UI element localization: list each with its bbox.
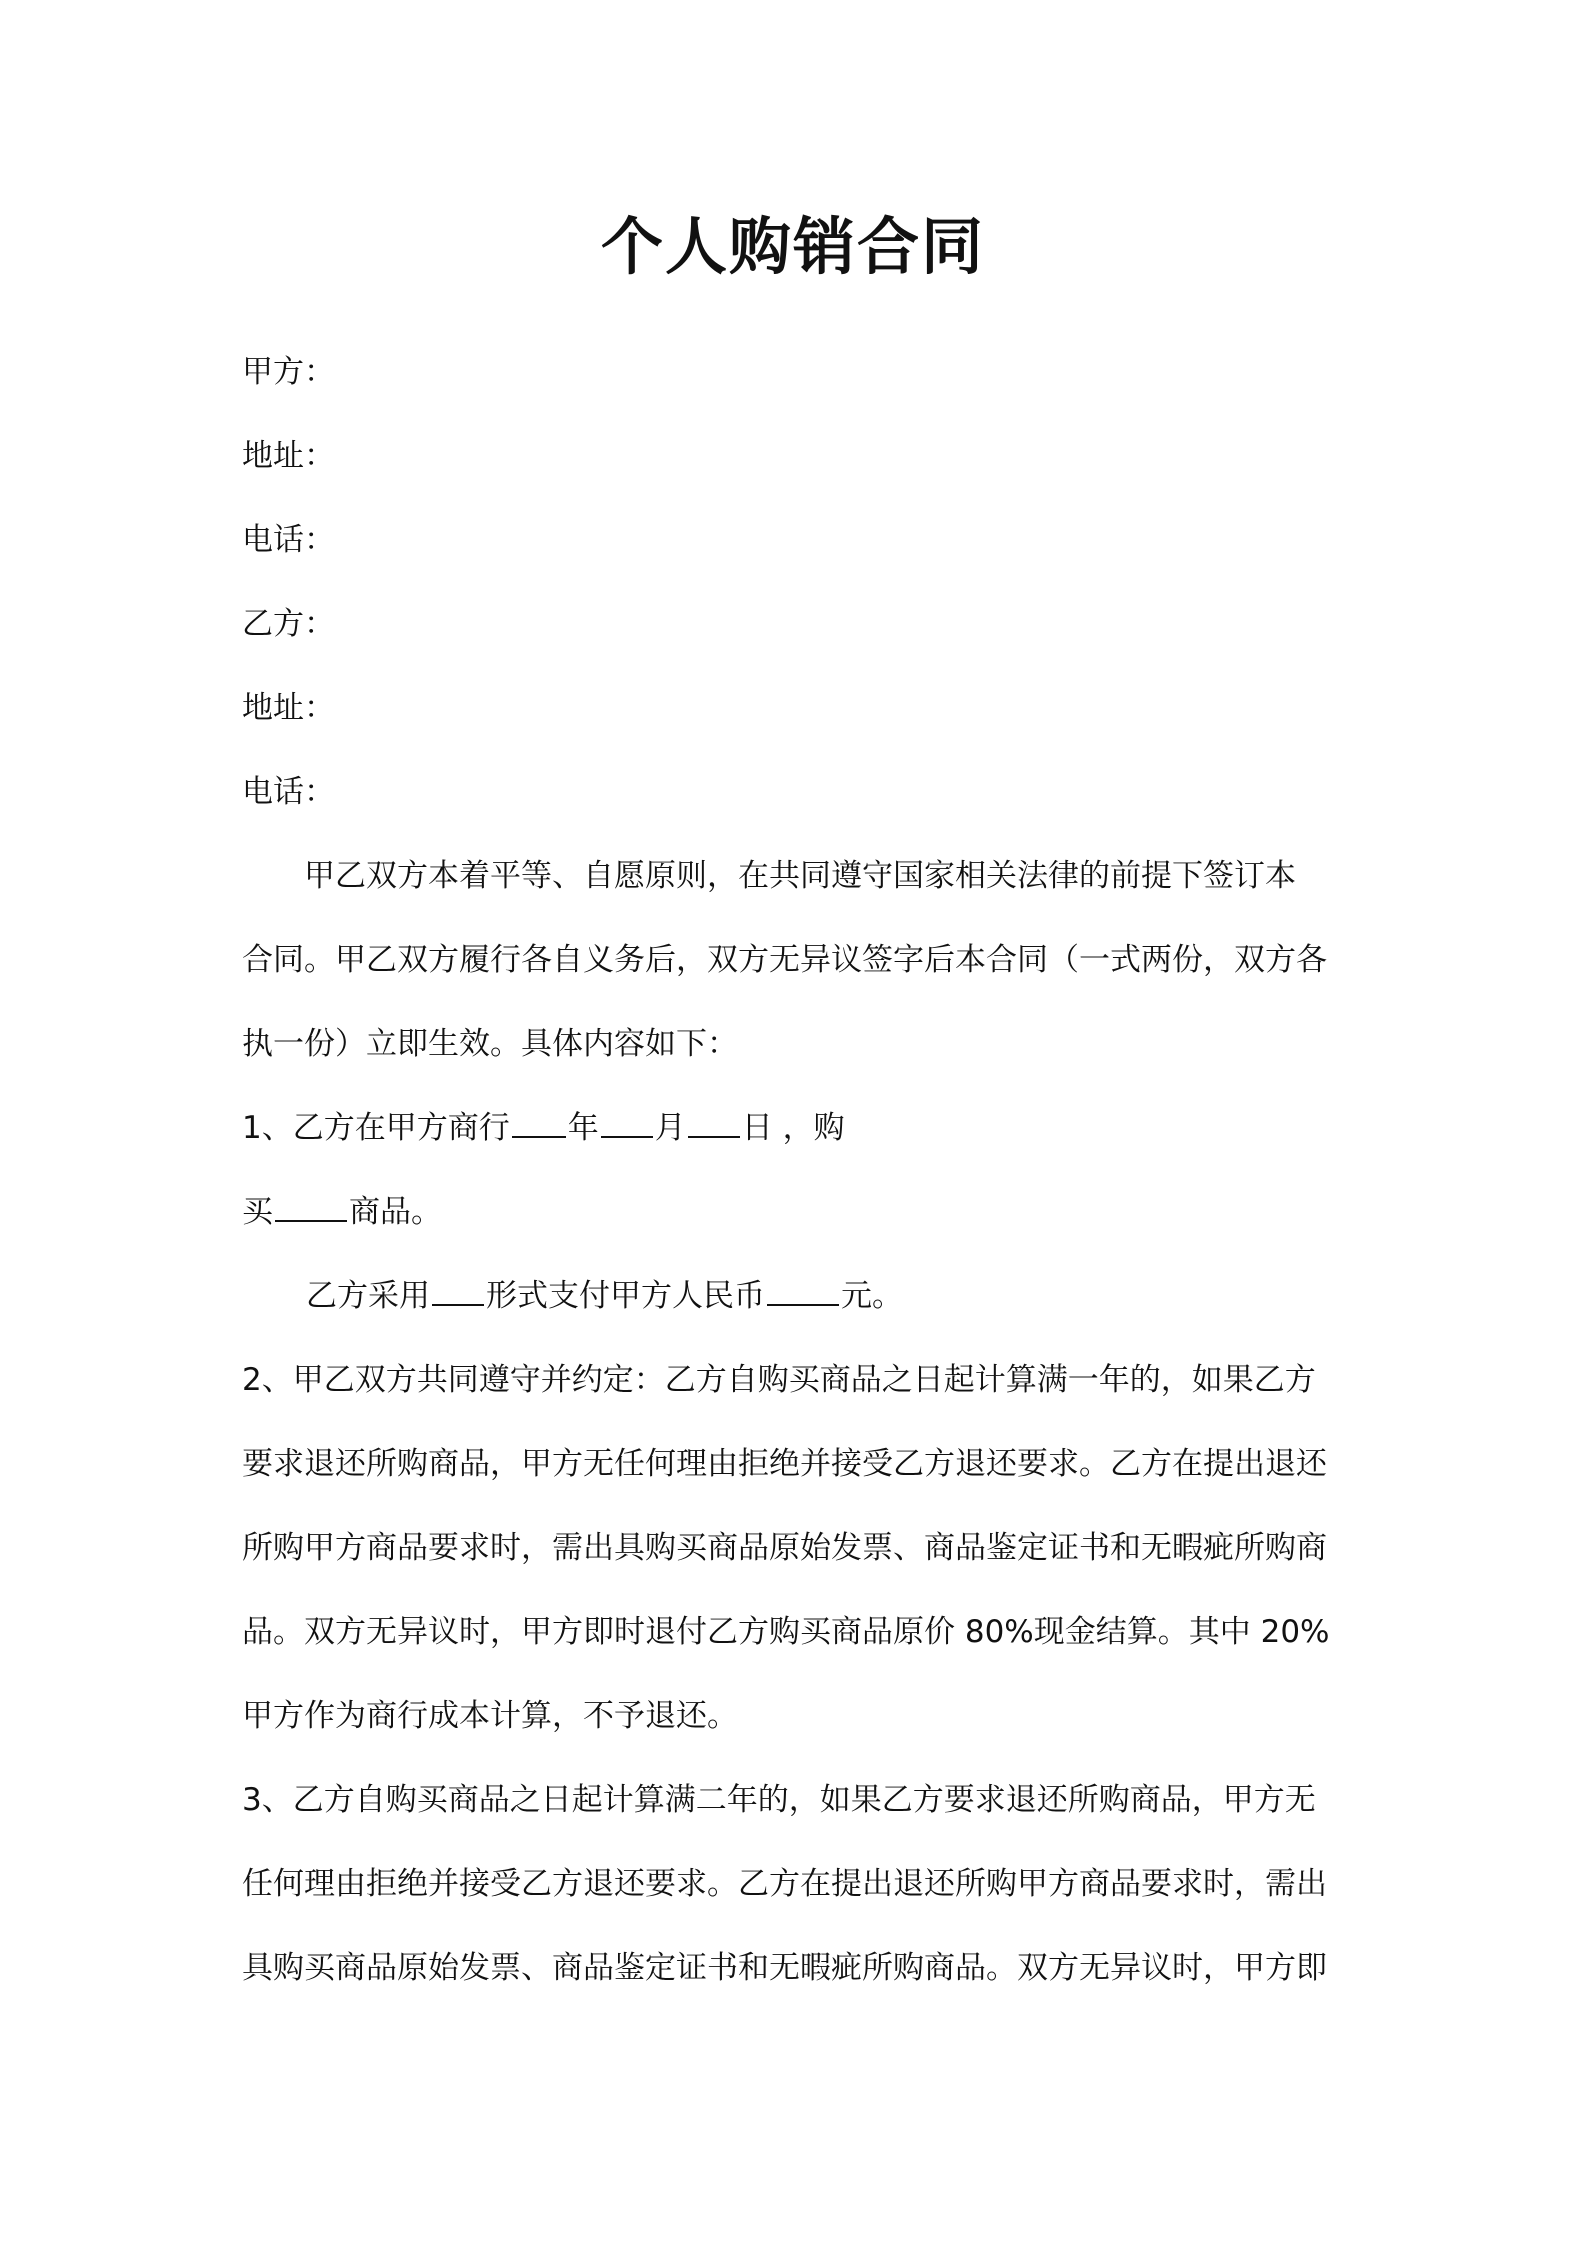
month-blank [601,1108,653,1138]
intro-line-1: 甲乙双方本着平等、自愿原则，在共同遵守国家相关法律的前提下签订本 [304,858,1296,894]
year-blank [512,1108,566,1138]
clause-1-text-a: 1、乙方在甲方商行 [242,1110,510,1146]
contract-body [242,330,1350,2010]
party-b-line: 乙方： [242,606,335,642]
day-blank [688,1108,740,1138]
clause-2-line-1: 2、甲乙双方共同遵守并约定：乙方自购买商品之日起计算满一年的，如果乙方 [242,1362,1316,1398]
clause-2-line-2: 要求退还所购商品，甲方无任何理由拒绝并接受乙方退还要求。乙方在提出退还 [242,1446,1327,1482]
clause-1-line-3 [242,1254,1350,1338]
clause-2-line-3: 所购甲方商品要求时，需出具购买商品原始发票、商品鉴定证书和无暇疵所购商 [242,1530,1327,1566]
clause-1-line-1 [242,1086,1350,1170]
clause-1-text-d: 日 ，购 [741,1110,845,1146]
party-a-address-line: 地址： [242,438,335,474]
clause-1-line-2 [242,1170,1350,1254]
party-a-phone-line: 电话： [242,522,335,558]
goods-blank [275,1192,347,1222]
clause-1-text-h: 形式支付甲方人民币 [486,1278,765,1314]
intro-line-3: 执一份）立即生效。具体内容如下： [242,1026,738,1062]
intro-line-2: 合同。甲乙双方履行各自义务后，双方无异议签字后本合同（一式两份，双方各 [242,942,1327,978]
clause-1-text-f: 商品。 [349,1194,442,1230]
payment-form-blank [432,1276,484,1306]
clause-3-line-1: 3、乙方自购买商品之日起计算满二年的，如果乙方要求退还所购商品，甲方无 [242,1782,1316,1818]
amount-blank [767,1276,839,1306]
clause-1-text-e: 买 [242,1194,273,1230]
party-b-address-line: 地址： [242,690,335,726]
clause-1-text-i: 元。 [841,1278,903,1314]
clause-2-line-5: 甲方作为商行成本计算，不予退还。 [242,1698,738,1734]
clause-1-text-g: 乙方采用 [306,1278,430,1314]
party-a-line: 甲方： [242,354,335,390]
clause-1-text-b: 年 [567,1110,599,1146]
page-title: 个人购销合同 [600,210,985,283]
party-b-phone-line: 电话： [242,774,335,810]
clause-3-line-2: 任何理由拒绝并接受乙方退还要求。乙方在提出退还所购甲方商品要求时，需出 [242,1866,1327,1902]
clause-1-text-c: 月 [654,1110,686,1146]
clause-3-line-3: 具购买商品原始发票、商品鉴定证书和无暇疵所购商品。双方无异议时，甲方即 [242,1950,1327,1986]
clause-2-line-4: 品。双方无异议时，甲方即时退付乙方购买商品原价 80%现金结算。其中 20% [242,1614,1330,1650]
